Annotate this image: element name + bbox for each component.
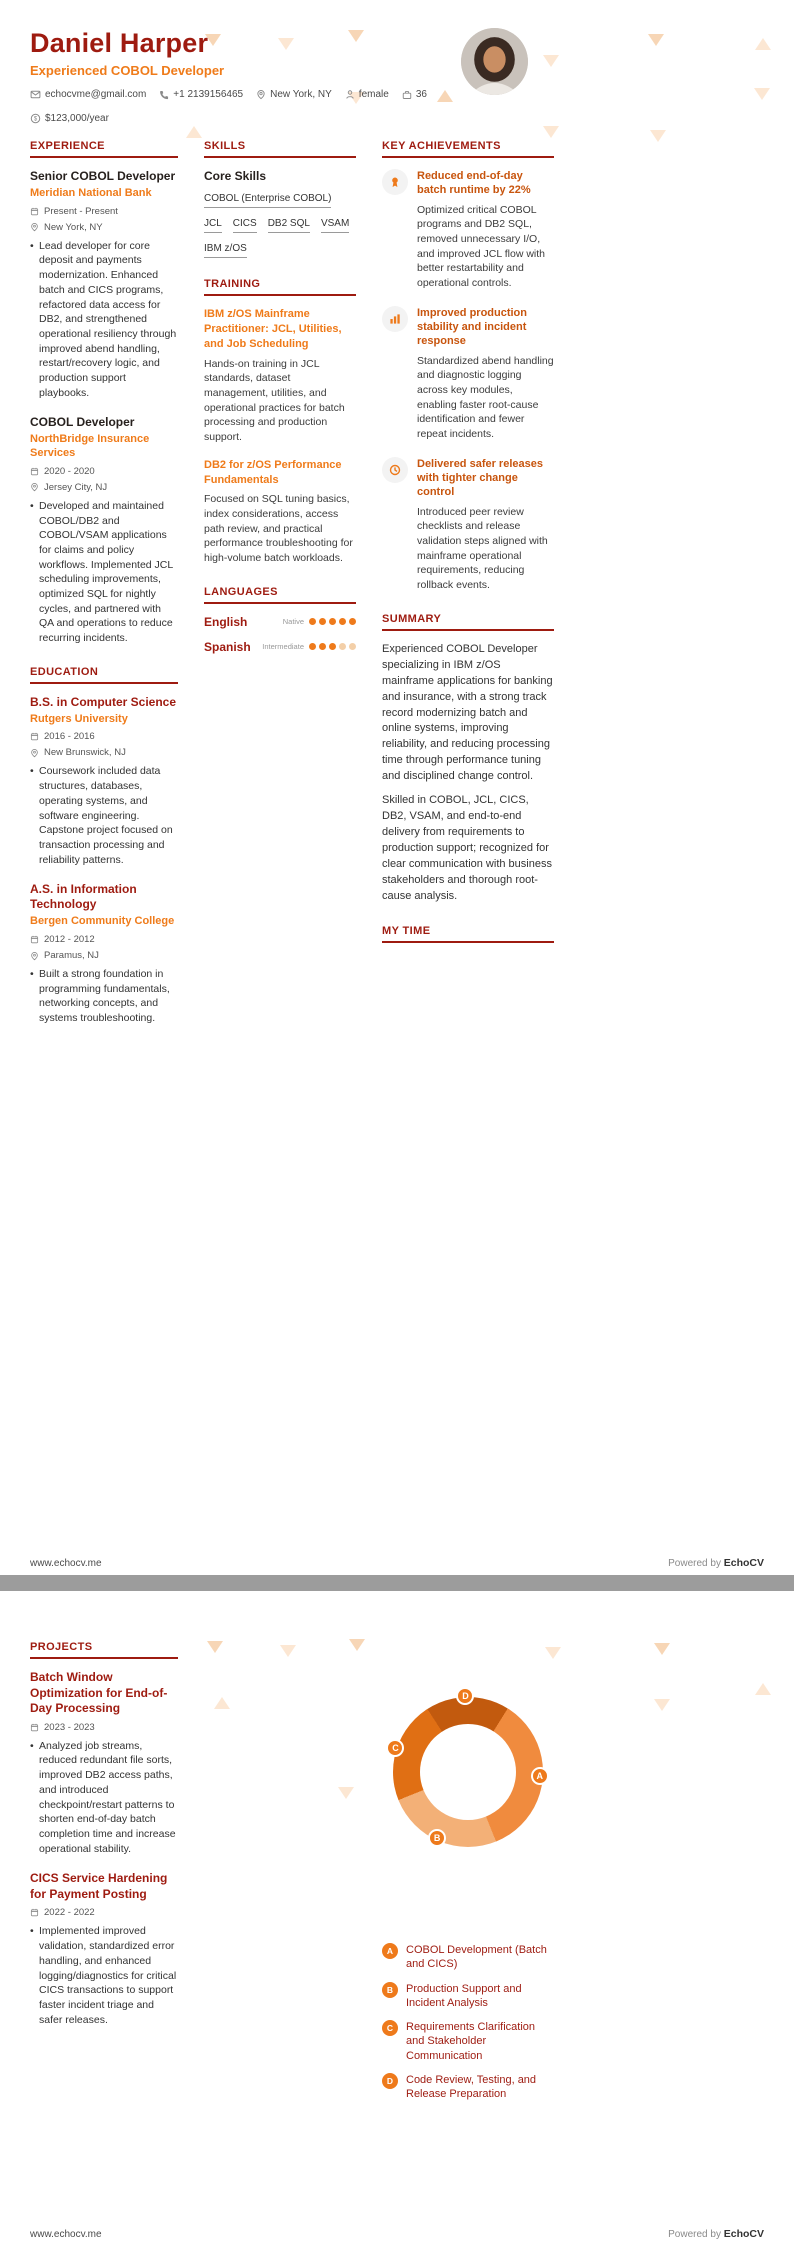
bar-chart-icon xyxy=(382,306,408,332)
footer-powered: Powered by EchoCV xyxy=(668,1557,764,1569)
education-section xyxy=(30,666,178,1026)
language-row xyxy=(204,640,356,654)
phone-icon xyxy=(159,90,169,100)
legend-marker-d: D xyxy=(382,2073,398,2089)
education-bullets xyxy=(30,967,178,1026)
language-row xyxy=(204,615,356,629)
achievement-item xyxy=(382,306,554,442)
training-section xyxy=(204,278,356,566)
legend-label: Requirements Clarification and Stakeholder Communication xyxy=(406,2021,535,2062)
skill-tag: COBOL (Enterprise COBOL) xyxy=(204,193,331,208)
project-bullets xyxy=(30,1924,178,2027)
education-item xyxy=(30,695,178,868)
contact-salary xyxy=(30,113,109,124)
decorative-triangle xyxy=(543,126,559,138)
job-location: Jersey City, NJ xyxy=(30,482,178,493)
language-level: Native xyxy=(282,617,304,627)
location-icon xyxy=(256,89,266,100)
proficiency-dot xyxy=(339,618,346,625)
footer-powered: Powered by EchoCV xyxy=(668,2228,764,2240)
skill-tag: CICS xyxy=(233,218,257,233)
decorative-triangle xyxy=(650,130,666,142)
summary-paragraph: Skilled in COBOL, JCL, CICS, DB2, VSAM, and end-to-end delivery from requirements to production support; recognized for clear communication with business stakeholders and thorough root-cause analysis. xyxy=(382,794,552,902)
bullet: • Developed and maintained COBOL/DB2 and COBOL/VSAM applications for claims and policy workflows. Implemented JCL scheduling improvements, optimized SQL for nightly cycles, and partnered with QA and operations to reduce recurring incidents. xyxy=(30,499,178,646)
decorative-triangle xyxy=(349,1639,365,1651)
proficiency-dot xyxy=(329,643,336,650)
briefcase-icon xyxy=(402,90,412,100)
decorative-triangle xyxy=(338,1787,354,1799)
decorative-triangle xyxy=(545,1647,561,1659)
salary-icon xyxy=(30,113,41,124)
date-range: 2023 - 2023 xyxy=(30,1722,178,1733)
legend-label: Code Review, Testing, and Release Preparation xyxy=(406,2074,537,2101)
candidate-title: Experienced COBOL Developer xyxy=(30,63,225,78)
calendar-icon xyxy=(30,1908,39,1917)
resume-page-2 xyxy=(0,1591,794,2246)
education-item xyxy=(30,882,178,1026)
skill-tag: DB2 SQL xyxy=(268,218,310,233)
experience-section xyxy=(30,140,178,646)
email-icon xyxy=(30,89,41,100)
achievement-title: Reduced end-of-day batch runtime by 22% xyxy=(417,170,531,197)
location-pin-icon xyxy=(30,748,39,758)
achievement-item xyxy=(382,457,554,593)
achievements-section xyxy=(382,140,554,593)
company-name: NorthBridge Insurance Services xyxy=(30,433,150,460)
date-range: 2016 - 2016 xyxy=(30,731,178,742)
project-bullets xyxy=(30,1739,178,1857)
proficiency-dot xyxy=(319,643,326,650)
clock-icon xyxy=(382,457,408,483)
contact-location-text: New York, NY xyxy=(270,89,332,100)
job-title: COBOL Developer xyxy=(30,415,135,430)
project-item xyxy=(30,1871,178,2027)
contact-gender xyxy=(345,89,389,100)
legend-label: Production Support and Incident Analysis xyxy=(406,1982,522,2009)
candidate-name: Daniel Harper xyxy=(30,28,209,58)
decorative-triangle xyxy=(214,1697,230,1709)
middle-column xyxy=(204,140,356,674)
my-time-section xyxy=(382,925,554,943)
skills-group-title: Core Skills xyxy=(204,169,267,183)
right-column xyxy=(382,140,554,963)
skills-heading: SKILLS xyxy=(204,140,356,158)
decorative-triangle xyxy=(186,126,202,138)
decorative-triangle xyxy=(280,1645,296,1657)
person-icon xyxy=(345,89,355,100)
legend-item xyxy=(382,2020,554,2063)
degree-title: B.S. in Computer Science xyxy=(30,694,177,709)
bullet: • Analyzed job streams, reduced redundant file sorts, improved DB2 access paths, and introduced checkpoint/restart patterns to shorten end-of-day batch completion time and increase operational stability. xyxy=(30,1739,178,1857)
training-heading: TRAINING xyxy=(204,278,356,296)
calendar-icon xyxy=(30,467,39,476)
achievements-heading: KEY ACHIEVEMENTS xyxy=(382,140,554,158)
summary-paragraph: Experienced COBOL Developer specializing in IBM z/OS mainframe applications for banking and insurance, with a strong track record modernizing batch and online systems, improving reliability, and reducing processing time through performance tuning and disciplined change control. xyxy=(382,642,553,783)
experience-bullets xyxy=(30,239,178,401)
job-location: New York, NY xyxy=(30,222,178,233)
proficiency-dot xyxy=(319,618,326,625)
legend-item xyxy=(382,1943,554,1972)
contact-phone xyxy=(159,89,243,100)
contact-email[interactable] xyxy=(30,89,146,100)
left-column xyxy=(30,140,178,1046)
location-pin-icon xyxy=(30,951,39,961)
footer-brand-link[interactable]: EchoCV xyxy=(723,2228,764,2240)
achievement-title: Improved production stability and incident response xyxy=(417,306,527,348)
achievement-desc: Optimized critical COBOL programs and DB2 SQL, removed unnecessary I/O, and improved JCL flow with better restartability and operational controls. xyxy=(417,203,545,290)
contact-age-text: 36 xyxy=(415,89,427,100)
resume-header xyxy=(30,28,764,124)
date-range: 2020 - 2020 xyxy=(30,466,178,477)
footer-site-link[interactable]: www.echocv.me xyxy=(30,1558,102,1569)
experience-item xyxy=(30,415,178,645)
project-item xyxy=(30,1670,178,1856)
skill-tags xyxy=(204,193,356,258)
footer-site-link[interactable]: www.echocv.me xyxy=(30,2229,102,2240)
training-desc: Hands-on training in JCL standards, dataset management, utilities, and operational practices for batch processing and production support. xyxy=(204,357,345,443)
page-footer xyxy=(30,1557,764,1569)
date-range: 2012 - 2012 xyxy=(30,934,178,945)
donut-slice-label-d: D xyxy=(456,1687,474,1705)
location-pin-icon xyxy=(30,222,39,232)
proficiency-dot xyxy=(309,643,316,650)
resume-columns xyxy=(30,140,764,1046)
legend-label: COBOL Development (Batch and CICS) xyxy=(406,1944,547,1971)
my-time-donut xyxy=(392,1691,543,1847)
my-time-chart xyxy=(382,1641,554,2102)
languages-section xyxy=(204,586,356,654)
project-title: Batch Window Optimization for End-of-Day Processing xyxy=(30,1670,168,1716)
skills-section xyxy=(204,140,356,258)
page-footer xyxy=(30,2228,764,2240)
legend-marker-b: B xyxy=(382,1982,398,1998)
date-range: Present - Present xyxy=(30,206,178,217)
location-pin-icon xyxy=(30,482,39,492)
company-name: Meridian National Bank xyxy=(30,187,152,199)
summary-section xyxy=(382,613,554,905)
project-title: CICS Service Hardening for Payment Posting xyxy=(30,1871,168,1901)
school-name: Bergen Community College xyxy=(30,915,175,928)
training-item xyxy=(204,458,356,566)
calendar-icon xyxy=(30,935,39,944)
award-icon xyxy=(382,169,408,195)
calendar-icon xyxy=(30,732,39,741)
decorative-triangle xyxy=(654,1643,670,1655)
calendar-icon xyxy=(30,207,39,216)
education-heading: EDUCATION xyxy=(30,666,178,684)
school-location: Paramus, NJ xyxy=(30,950,178,961)
achievement-item xyxy=(382,169,554,291)
profile-photo xyxy=(461,28,528,95)
proficiency-dot xyxy=(349,643,356,650)
bullet: • Built a strong foundation in programming fundamentals, networking concepts, and systems troubleshooting. xyxy=(30,967,178,1026)
languages-heading: LANGUAGES xyxy=(204,586,356,604)
legend-item xyxy=(382,1982,554,2011)
donut-slice-label-a: A xyxy=(531,1767,549,1785)
achievement-desc: Introduced peer review checklists and release validation steps aligned with mainframe operational requirements, reducing rollback events. xyxy=(417,505,548,592)
proficiency-dot xyxy=(309,618,316,625)
left-column xyxy=(30,1641,178,2047)
experience-heading: EXPERIENCE xyxy=(30,140,178,158)
svg-text:$: $ xyxy=(33,116,38,123)
bullet: • Implemented improved validation, standardized error handling, and enhanced logging/diagnostics for critical CICS transactions to support faster incident triage and safer releases. xyxy=(30,1924,178,2027)
donut-slice-label-b: B xyxy=(428,1829,446,1847)
legend-marker-c: C xyxy=(382,2020,398,2036)
proficiency-dot xyxy=(349,618,356,625)
experience-item xyxy=(30,169,178,400)
donut-slice-label-c: C xyxy=(386,1739,404,1757)
training-desc: Focused on SQL tuning basics, index considerations, access path review, and practical performance troubleshooting for high-volume batch workloads. xyxy=(204,493,353,565)
degree-title: A.S. in Information Technology xyxy=(30,882,137,912)
contact-location xyxy=(256,89,332,100)
page-break-gap xyxy=(0,1575,794,1591)
education-bullets xyxy=(30,764,178,867)
date-range: 2022 - 2022 xyxy=(30,1907,178,1918)
decorative-triangle xyxy=(755,1683,771,1695)
achievement-title: Delivered safer releases with tighter change control xyxy=(417,457,543,499)
bullet: • Lead developer for core deposit and payments modernization. Enhanced batch and CICS programs, refactored data access for DB2, and strengthened operational resiliency through improved abend handling, restart/recovery logic, and production support playbooks. xyxy=(30,239,178,401)
school-name: Rutgers University xyxy=(30,712,128,725)
proficiency-dot xyxy=(329,618,336,625)
language-proficiency-dots xyxy=(309,618,356,625)
legend-item xyxy=(382,2073,554,2102)
language-name: Spanish xyxy=(204,639,251,654)
achievement-desc: Standardized abend handling and diagnostic logging across key modules, enabling faster root-cause identification and fewer repeat incidents. xyxy=(417,354,554,441)
decorative-triangle xyxy=(207,1641,223,1653)
footer-brand-link[interactable]: EchoCV xyxy=(723,1557,764,1569)
job-title: Senior COBOL Developer xyxy=(30,169,176,183)
language-level: Intermediate xyxy=(262,642,304,652)
training-title: DB2 for z/OS Performance Fundamentals xyxy=(204,458,342,486)
contact-email-text: echocvme@gmail.com xyxy=(45,89,147,100)
contact-phone-text: +1 2139156465 xyxy=(173,89,244,100)
summary-heading: SUMMARY xyxy=(382,613,554,631)
decorative-triangle xyxy=(654,1699,670,1711)
contact-row xyxy=(30,89,460,124)
proficiency-dot xyxy=(339,643,346,650)
calendar-icon xyxy=(30,1723,39,1732)
legend-marker-a: A xyxy=(382,1943,398,1959)
experience-bullets xyxy=(30,499,178,646)
my-time-heading: MY TIME xyxy=(382,925,554,943)
bullet: • Coursework included data structures, databases, operating systems, and software engineering. Capstone project focused on transaction processing and reliability patterns. xyxy=(30,764,178,867)
skill-tag: VSAM xyxy=(321,218,349,233)
contact-salary-text: $123,000/year xyxy=(45,113,109,124)
language-name: English xyxy=(204,614,248,629)
projects-heading: PROJECTS xyxy=(30,1641,178,1659)
my-time-legend xyxy=(382,1943,554,2102)
skill-tag: IBM z/OS xyxy=(204,243,247,258)
projects-section xyxy=(30,1641,178,2027)
school-location: New Brunswick, NJ xyxy=(30,747,178,758)
skill-tag: JCL xyxy=(204,218,222,233)
training-item xyxy=(204,307,356,445)
contact-age xyxy=(402,89,427,100)
training-title: IBM z/OS Mainframe Practitioner: JCL, Utilities, and Job Scheduling xyxy=(204,308,342,350)
language-proficiency-dots xyxy=(309,643,356,650)
contact-gender-text: female xyxy=(358,89,389,100)
